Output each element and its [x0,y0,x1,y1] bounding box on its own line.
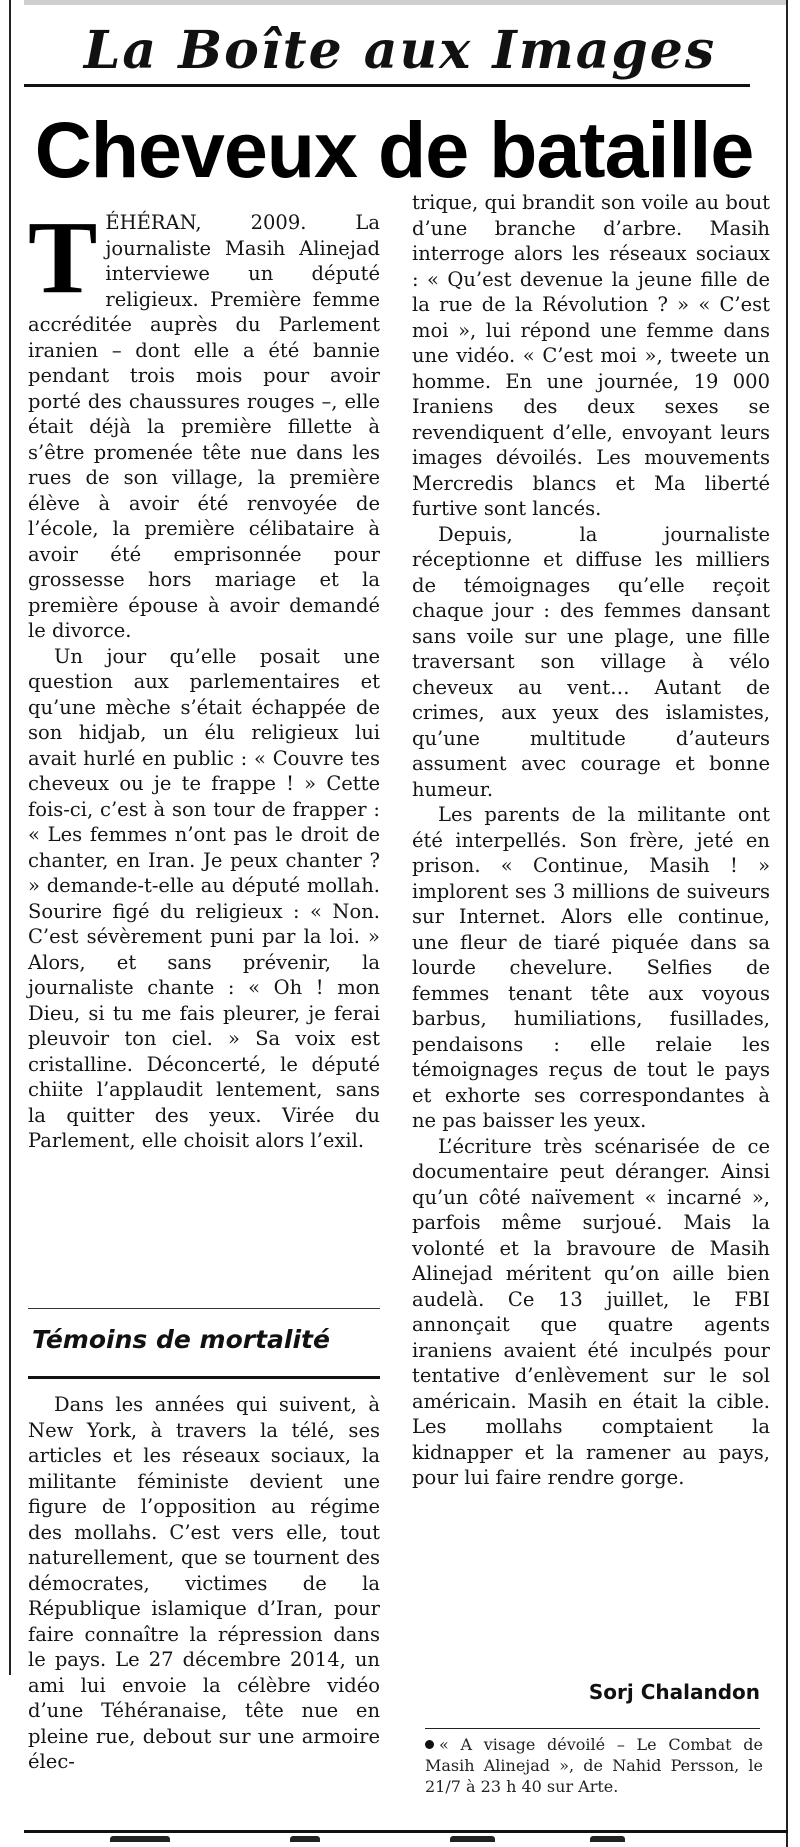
top-edge-strip [24,0,788,5]
paragraph: L’écriture très scénarisée de ce documentaire peut déranger. Ainsi qu’un côté naïvement « incarné », parfois même surjoué. Mais la volonté et la bravoure de Masih Alinejad méritent qu’on aille bien audelà. Ce 13 juillet, le FBI annonçait que quatre agents iraniens avaient été inculpés pour tentative d’enlèvement sur le sol américain. Masih en était la cible. Les mollahs comptaient la kidnapper et la ramener au pays, pour lui faire rendre gorge. [412,1134,770,1489]
column-border-left [9,0,11,1675]
credit-rule [425,1728,760,1729]
program-credit [425,1734,763,1797]
next-article-cutoff [30,1836,780,1847]
paragraph: trique, qui brandit son voile au bout d’une branche d’arbre. Masih interroge alors les réseaux sociaux : « Qu’est devenue la jeune fille de la rue de la Révolution ? » « C’est moi », lui répond une femme dans une vidéo. « C’est moi », tweete un homme. En une journée, 19 000 Iraniens des deux sexes se revendiquent d’elle, envoyant leurs images dévoilés. Les mouvements Mercredis blancs et Ma liberté furtive sont lancés. [412,191,770,520]
column-border-right [786,0,788,1847]
paragraph: Un jour qu’elle posait une question aux parlementaires et qu’une mèche s’était échappée de son hidjab, un élu religieux lui avait hurlé en public : « Couvre tes cheveux ou je te frappe ! » Cette fois-ci, c’est à son tour de frapper : « Les femmes n’ont pas le droit de chanter, en Iran. Je peux chanter ? » demande-t-elle au député mollah. Sourire figé du religieux : « Non. C’est sévèrement puni par la loi. » Alors, et sans prévenir, la journaliste chante : « Oh ! mon Dieu, si tu me fais pleurer, je ferai pleuvoir ton ciel. » Sa voix est cristalline. Déconcerté, le député chiite l’applaudit lentement, sans la quitter des yeux. Virée du Parlement, elle choisit alors l’exil. [28,644,380,1152]
credit-text: « A visage dévoilé – Le Combat de Masih Alinejad », de Nahid Persson, le 21/7 à 23 h 40 sur Arte. [425,1735,763,1796]
article-column-1 [28,200,380,1154]
subhead-rule-top [28,1308,380,1309]
paragraph: Les parents de la militante ont été interpellés. Son frère, jeté en prison. « Continue, Masih ! » implorent ses 3 millions de suiveurs sur Internet. Alors elle continue, une fleur de tiaré piquée dans sa lourde chevelure. Selfies de femmes tenant tête aux voyous barbus, humiliations, fusillades, pendaisons : elle relaie les témoignages reçus de tout le pays et exhorte ses correspondantes à ne pas baisser les yeux. [412,803,770,1132]
drop-cap: T [28,200,98,315]
paragraph-text: ÉHÉRAN, 2009. La journaliste Masih Alinejad interviewe un député religieux. Première femme accréditée auprès du Parlement iranien – dont elle a été bannie pendant trois mois pour avoir porté des chaussures rouges –, elle était déjà la première fillette à s’être promenée tête nue dans les rues de son village, la première élève à avoir été renvoyée de l’école, la première célibataire à avoir été emprisonnée pour grossesse hors mariage et la première épouse à avoir demandé le divorce. [28,211,380,642]
paragraph: Dans les années qui suivent, à New York, à travers la télé, ses articles et les réseaux sociaux, la militante féministe devient une figure de l’opposition au régime des mollahs. C’est vers elle, tout naturellement, que se tournent des démocrates, victimes de la République islamique d’Iran, pour faire connaître la répression dans le pays. Le 27 décembre 2014, un ami lui envoie la célèbre vidéo d’une Téhéranaise, tête nue en pleine rue, debout sur une armoire élec- [28,1393,380,1773]
article-headline: Cheveux de bataille [34,105,754,194]
bullet-icon [425,1740,434,1749]
rubric-title: La Boîte aux Images [83,20,717,81]
rubric-rule [24,84,750,87]
bottom-rule [24,1830,788,1833]
article-column-2 [412,190,770,1491]
paragraph: Depuis, la journaliste réceptionne et diffuse les milliers de témoignages qu’elle reçoit chaque jour : des femmes dansant sans voile sur une plage, une fille traversant son village à vélo cheveux au vent… Autant de crimes, aux yeux des islamistes, qu’une multitude d’auteurs assument avec courage et bonne humeur. [412,522,770,801]
subhead-rule-bottom [28,1376,380,1379]
author-signature: Sorj Chalandon [588,1680,760,1704]
paragraph [28,200,380,644]
section-subhead: Témoins de mortalité [32,1325,330,1354]
article-column-1-continued [28,1392,380,1775]
